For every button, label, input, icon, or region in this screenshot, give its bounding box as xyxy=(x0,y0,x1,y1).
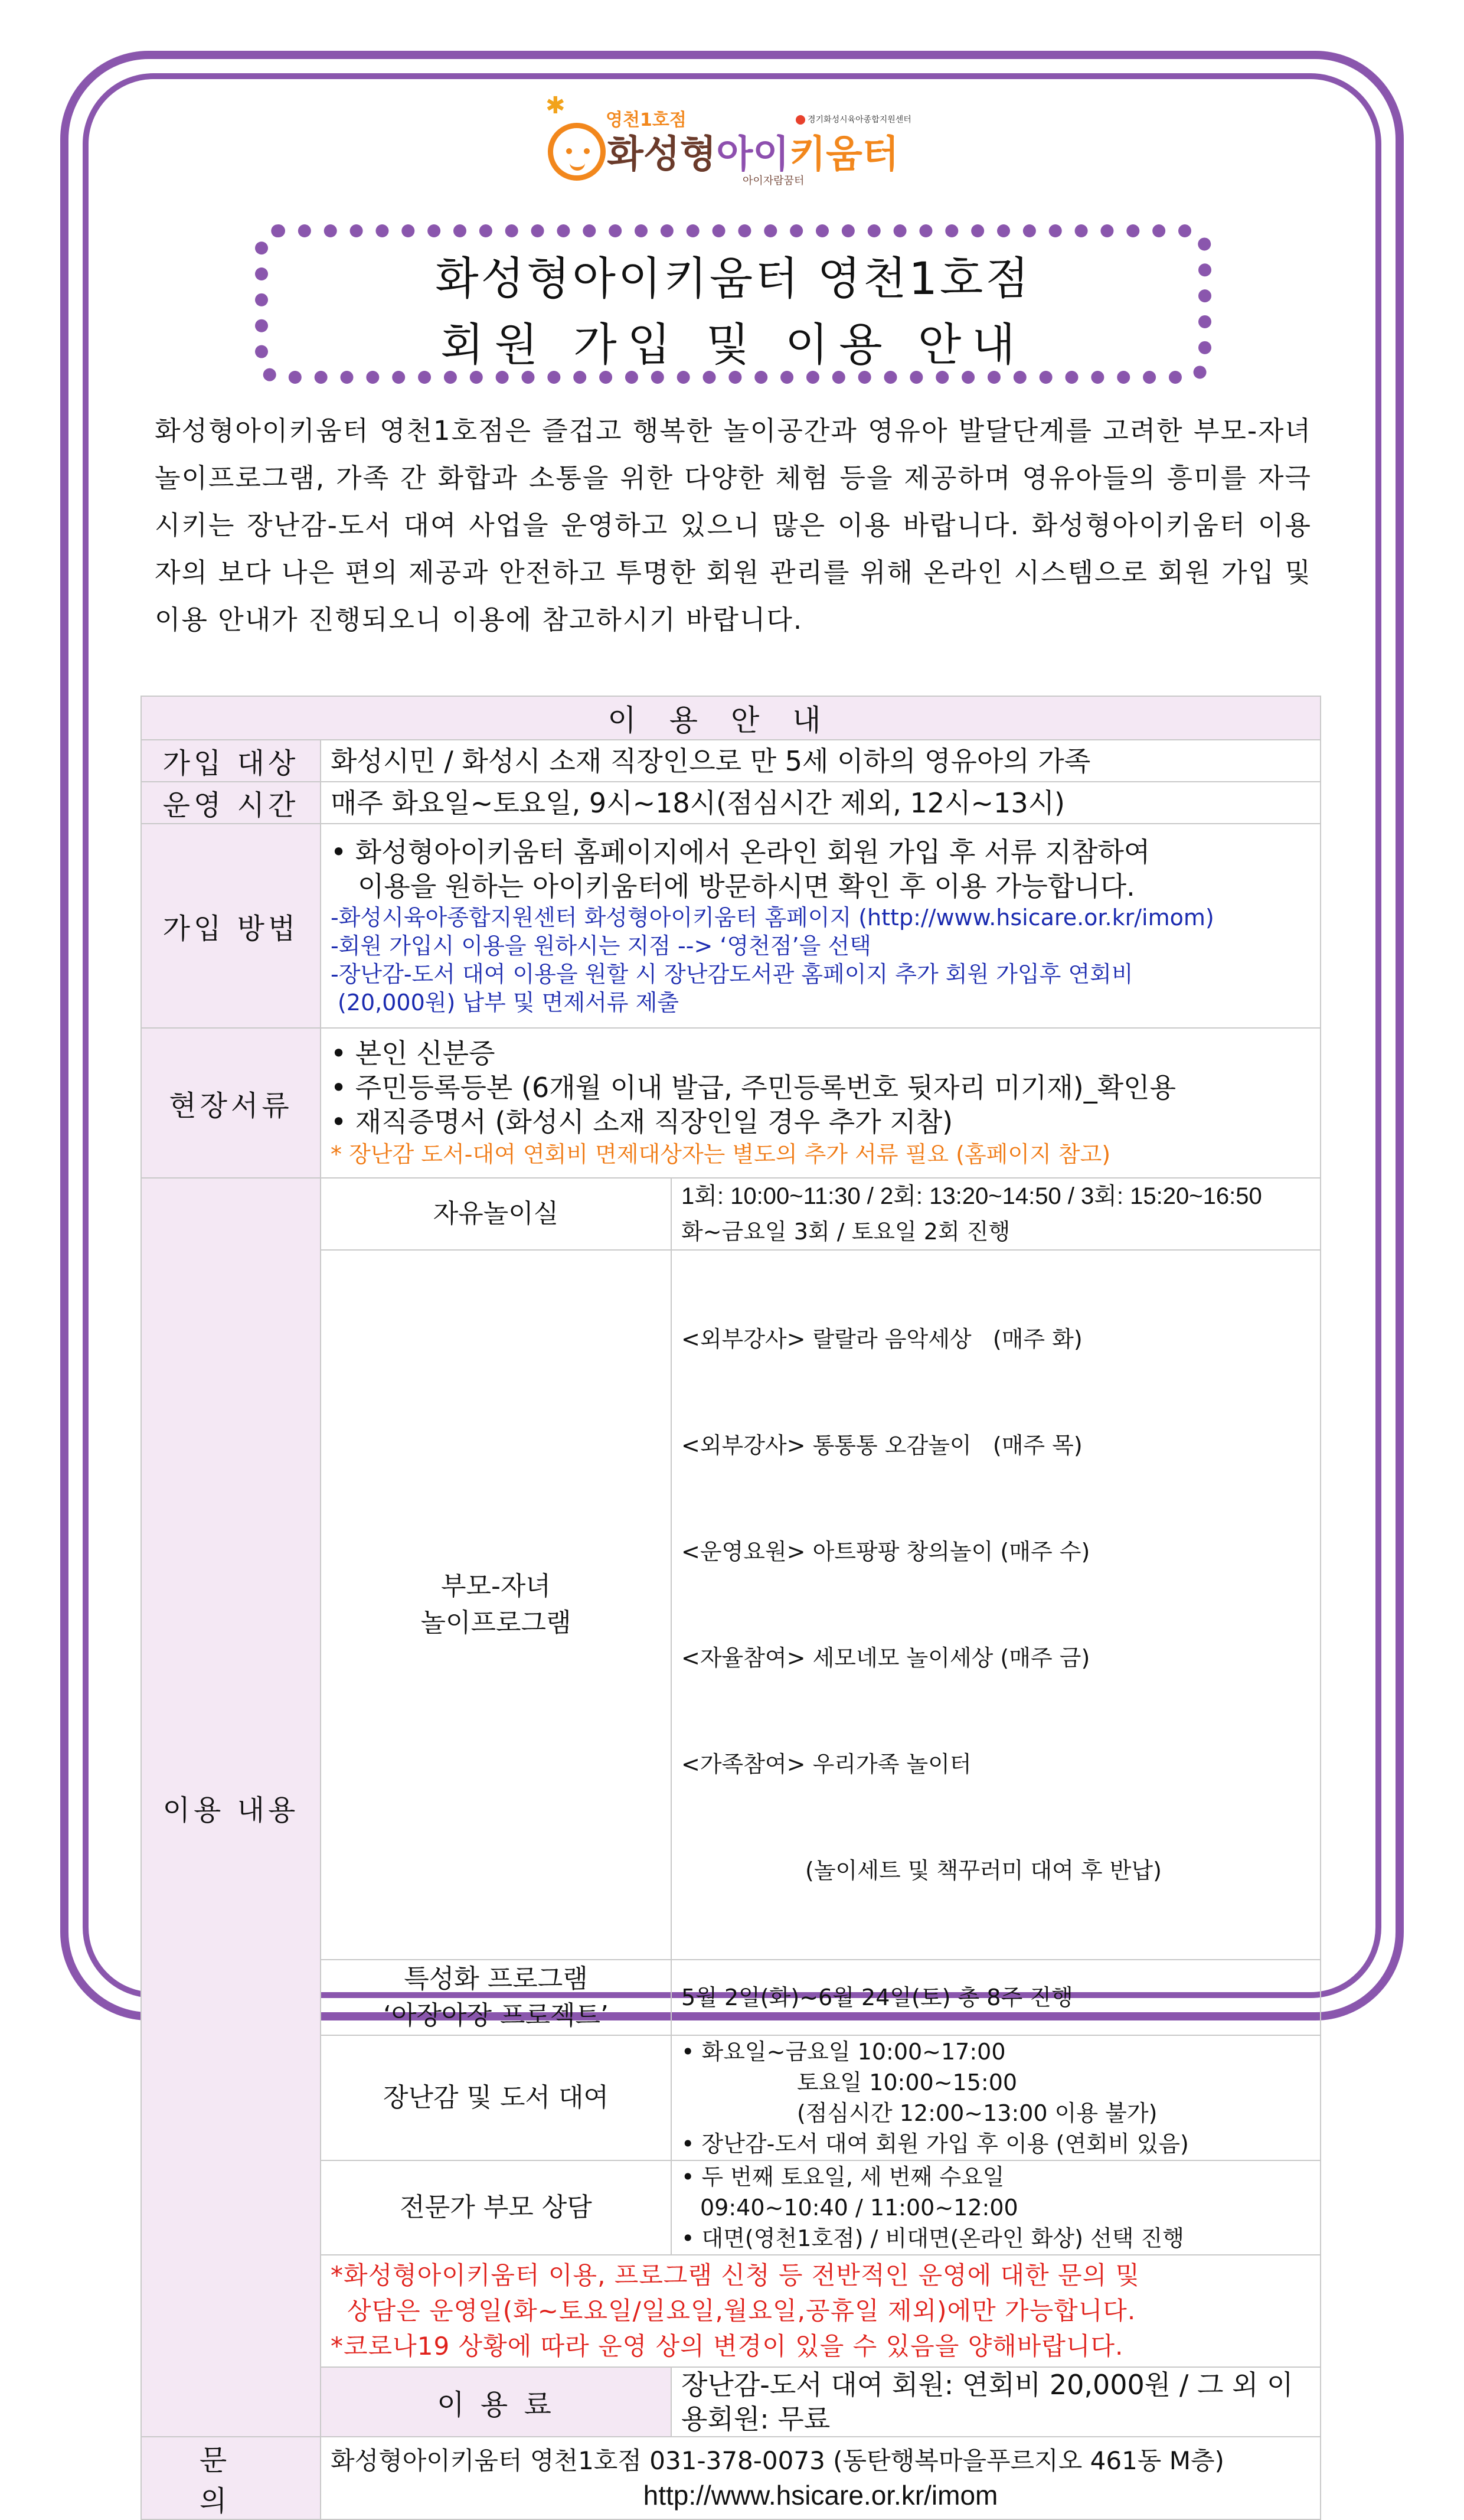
info-table xyxy=(140,696,1321,2520)
page-title: 화성형아이키움터 영천1호점 xyxy=(435,252,1031,305)
documents-value: • 본인 신분증 • 주민등록등본 (6개월 이내 발급, 주민등록번호 뒷자리 미기재)_확인용 • 재직증명서 (화성시 소재 직장인일 경우 추가 지참) * 장난감 도서-대여 연회비 면제대상자는 별도의 추가 서류 필요 (홈페이지 참고) xyxy=(321,1028,1321,1178)
consult-name: 전문가 부모 상담 xyxy=(321,2160,671,2255)
intro-paragraph: 화성형아이키움터 영천1호점은 즐겁고 행복한 놀이공간과 영유아 발달단계를 고려한 부모-자녀 놀이프로그램, 가족 간 화합과 소통을 위한 다양한 체험 등을 제공하며 영유아들의 흥미를 자극시키는 장난감-도서 대여 사업을 운영하고 있으니 많은 이용 바랍니다. 화성형아이키움터 이용자의 보다 나은 편의 제공과 안전하고 투명한 회원 관리를 위해 온라인 시스템으로 회원 가입 및 이용 안내가 진행되오니 이용에 참고하시기 바랍니다. xyxy=(155,415,1312,635)
child-face-icon xyxy=(548,123,606,181)
special-program-name: 특성화 프로그램 ‘아장아장 프로젝트’ xyxy=(321,1960,671,2035)
consult-schedule: • 두 번째 토요일, 세 번째 수요일 09:40~10:40 / 11:00~12:00 • 대면(영천1호점) / 비대면(온라인 화상) 선택 진행 xyxy=(671,2160,1321,2255)
list-item: <외부강사> 랄랄라 음악세상 (매주 화) xyxy=(681,1326,1083,1352)
hours-label: 운영 시간 xyxy=(141,782,321,824)
join-method-value: • 화성형아이키움터 홈페이지에서 온라인 회원 가입 후 서류 지참하여 이용을 원하는 아이키움터에 방문하시면 확인 후 이용 가능합니다. -화성시육아종합지원센터 화성형아이키움터 홈페이지 (http://www.hsicare.or.kr/imom) -회원 가입시 이용을 원하시는 지점 --> ‘영천점’을 선택 -장난감-도서 대여 이용을 원할 시 장난감도서관 홈페이지 추가 회원 가입후 연회비 (20,000원) 납부 및 면제서류 제출 xyxy=(321,824,1321,1028)
contact-label: 문 의 xyxy=(141,2437,321,2519)
join-target-label: 가입 대상 xyxy=(141,740,321,782)
special-program-period: 5월 2일(화)~6월 24일(토) 총 8주 진행 xyxy=(671,1960,1321,2035)
contact-value: 화성형아이키움터 영천1호점 031-378-0073 (동탄행복마을푸르지오 461동 M층) http://www.hsicare.or.kr/imom xyxy=(321,2437,1321,2519)
page-subtitle: 회원 가입 및 이용 안내 xyxy=(440,318,1026,371)
logo-subtitle: 아이자람꿈터 xyxy=(743,175,805,187)
center-logo-icon xyxy=(796,115,805,125)
free-play-schedule: 1회: 10:00~11:30 / 2회: 13:20~14:50 / 3회: 15:20~16:50 화~금요일 3회 / 토요일 2회 진행 xyxy=(671,1178,1321,1250)
homepage-link-text: -화성시육아종합지원센터 화성형아이키움터 홈페이지 (http://www.hsicare.or.kr/imom) xyxy=(331,905,1214,931)
rental-schedule: • 화요일~금요일 10:00~17:00 토요일 10:00~15:00 (점심시간 12:00~13:00 이용 불가) • 장난감-도서 대여 회원 가입 후 이용 (연회비 있음) xyxy=(671,2035,1321,2160)
center-logo: 경기화성시육아종합지원센터 xyxy=(796,113,911,125)
rental-name: 장난감 및 도서 대여 xyxy=(321,2035,671,2160)
fee-value: 장난감-도서 대여 회원: 연회비 20,000원 / 그 외 이용회원: 무료 xyxy=(671,2367,1321,2437)
hours-value: 매주 화요일~토요일, 9시~18시(점심시간 제외, 12시~13시) xyxy=(321,782,1321,824)
website-link[interactable]: http://www.hsicare.or.kr/imom xyxy=(643,2480,998,2511)
list-item: <자율참여> 세모네모 놀이세상 (매주 금) xyxy=(681,1645,1090,1671)
usage-label: 이용 내용 xyxy=(141,1178,321,2437)
free-play-name: 자유놀이실 xyxy=(321,1178,671,1250)
parent-child-program-list: <외부강사> 랄랄라 음악세상 (매주 화) <외부강사> 통통통 오감놀이 (매주 목) <운영요원> 아트팡팡 창의놀이 (매주 수) <자율참여> 세모네모 놀이세상 (매주 금) <가족참여> 우리가족 놀이터 (놀이세트 및 책꾸러미 대여 후 반납) xyxy=(671,1250,1321,1960)
star-icon: ✱ xyxy=(545,92,566,119)
logo xyxy=(536,89,926,189)
list-item: <외부강사> 통통통 오감놀이 (매주 목) xyxy=(681,1432,1083,1458)
list-item: <가족참여> 우리가족 놀이터 xyxy=(681,1751,972,1777)
parent-child-program-name: 부모-자녀 놀이프로그램 xyxy=(321,1250,671,1960)
logo-branch: 영천1호점 xyxy=(606,110,687,130)
join-target-value: 화성시민 / 화성시 소재 직장인으로 만 5세 이하의 영유아의 가족 xyxy=(321,740,1321,782)
title-box xyxy=(255,224,1211,384)
notice: *화성형아이키움터 이용, 프로그램 신청 등 전반적인 운영에 대한 문의 및 상담은 운영일(화~토요일/일요일,월요일,공휴일 제외)에만 가능합니다. *코로나19 상황에 따라 운영 상의 변경이 있을 수 있음을 양해바랍니다. xyxy=(321,2255,1321,2367)
list-item: <운영요원> 아트팡팡 창의놀이 (매주 수) xyxy=(681,1539,1090,1565)
join-method-label: 가입 방법 xyxy=(141,824,321,1028)
fee-label: 이 용 료 xyxy=(321,2367,671,2437)
documents-label: 현장서류 xyxy=(141,1028,321,1178)
logo-name: 화성형아이키움터 xyxy=(607,133,899,177)
table-header: 이용안내 xyxy=(141,696,1321,740)
